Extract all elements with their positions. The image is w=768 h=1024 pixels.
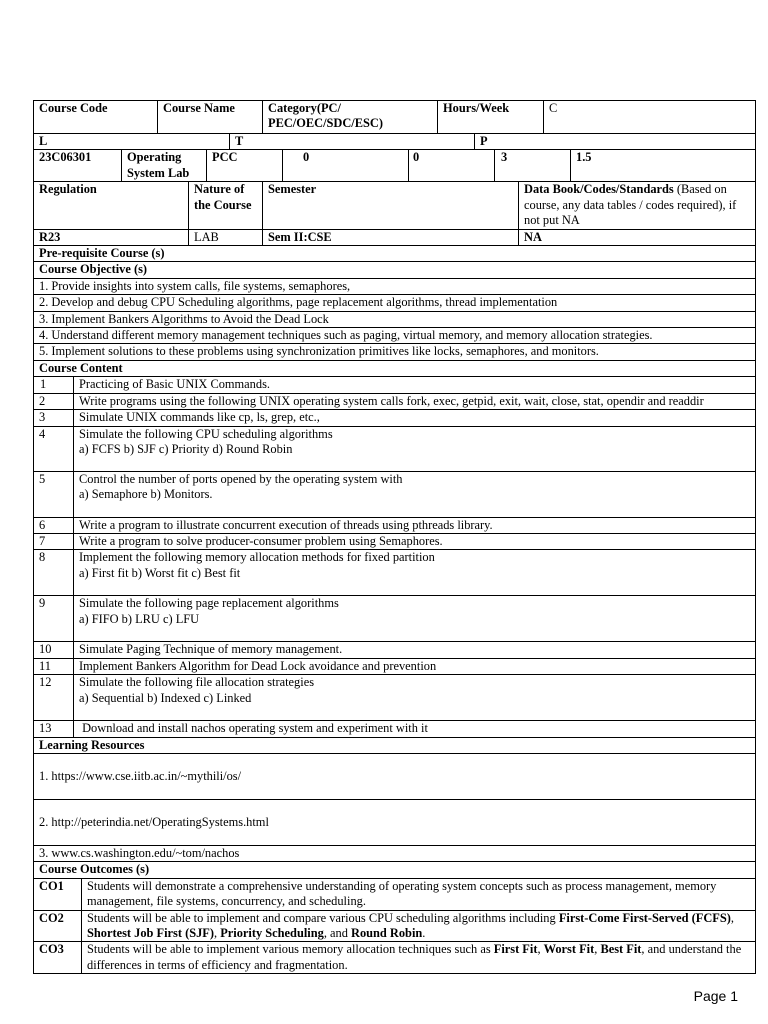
co2-fcfs: First-Come First-Served (FCFS) — [558, 910, 731, 925]
resource-item: 1. https://www.cse.iitb.ac.in/~mythili/os/ — [34, 753, 756, 799]
content-num: 10 — [34, 642, 74, 658]
course-values-table — [33, 149, 756, 182]
content-num: 6 — [34, 517, 74, 533]
co2-priority: Priority Scheduling — [220, 925, 324, 940]
content-text — [74, 550, 756, 596]
databook-label — [519, 182, 756, 229]
objective-item: 5. Implement solutions to these problems using synchronization primitives like locks, semaphores, and monitors. — [34, 344, 756, 360]
page-number: Page 1 — [693, 988, 738, 1004]
co3-worst-fit: Worst Fit — [543, 942, 595, 957]
nature-value: LAB — [189, 229, 263, 245]
co2-rr: Round Robin — [351, 925, 423, 940]
co3-sep: , — [594, 942, 601, 957]
content-num: 7 — [34, 533, 74, 549]
content-main: Simulate the following CPU scheduling algorithms — [79, 426, 333, 441]
co3-text — [82, 942, 756, 974]
databook-label-bold: Data Book/Codes/Standards — [524, 182, 674, 197]
content-text: Simulate Paging Technique of memory management. — [74, 642, 756, 658]
databook-label-rest: (Based on course, any data tables / codes required), if not put NA — [524, 182, 737, 228]
objective-item: 3. Implement Bankers Algorithms to Avoid the Dead Lock — [34, 311, 756, 327]
content-num: 12 — [34, 675, 74, 721]
co3-label: CO3 — [34, 942, 82, 974]
content-row — [34, 533, 756, 549]
prerequisite-label: Pre-requisite Course (s) — [34, 246, 756, 262]
content-text — [74, 675, 756, 721]
content-text: Simulate UNIX commands like cp, ls, grep, etc., — [74, 410, 756, 426]
nature-label: Nature of the Course — [189, 182, 263, 229]
content-main: Implement the following memory allocation methods for fixed partition — [79, 550, 435, 565]
content-row — [34, 721, 756, 737]
co3-sep: , — [537, 942, 544, 957]
course-code: 23C06301 — [34, 150, 122, 182]
co3-end: , and understand the differences in terms of efficiency and fragmentation. — [87, 942, 742, 972]
content-num: 8 — [34, 550, 74, 596]
content-row — [34, 410, 756, 426]
content-row — [34, 377, 756, 393]
course-name-label: Course Name — [158, 101, 263, 134]
c-value: 1.5 — [571, 150, 756, 182]
co2-text — [82, 910, 756, 942]
t-label: T — [230, 134, 475, 150]
content-text: Practicing of Basic UNIX Commands. — [74, 377, 756, 393]
content-text — [74, 471, 756, 517]
co2-sep: , and — [323, 925, 351, 940]
content-sub: a) First fit b) Worst fit c) Best fit — [79, 565, 241, 580]
regulation-table — [33, 181, 756, 246]
content-main: Simulate the following file allocation strategies — [79, 675, 315, 690]
content-label: Course Content — [34, 360, 756, 376]
content-row — [34, 675, 756, 721]
content-text: Download and install nachos operating system and experiment with it — [74, 721, 756, 737]
content-num: 9 — [34, 596, 74, 642]
ltp-table — [33, 133, 756, 150]
content-text: Write programs using the following UNIX operating system calls fork, exec, getpid, exit, wait, close, stat, opendir and readdir — [74, 393, 756, 409]
content-row — [34, 550, 756, 596]
course-code-label: Course Code — [34, 101, 158, 134]
p-value: 3 — [495, 150, 571, 182]
content-text: Write a program to solve producer-consumer problem using Semaphores. — [74, 533, 756, 549]
co2-part: Students will be able to implement and compare various CPU scheduling algorithms including — [87, 910, 559, 925]
content-row — [34, 596, 756, 642]
t-value: 0 — [409, 150, 495, 182]
l-value: 0 — [283, 150, 409, 182]
regulation-label: Regulation — [34, 182, 189, 229]
outcome-row — [34, 910, 756, 942]
course-name: Operating System Lab — [122, 150, 207, 182]
semester-value: Sem II:CSE — [263, 229, 519, 245]
l-label: L — [34, 134, 230, 150]
outcome-row — [34, 878, 756, 910]
content-num: 3 — [34, 410, 74, 426]
header-table — [33, 100, 756, 134]
objective-item: 1. Provide insights into system calls, file systems, semaphores, — [34, 278, 756, 294]
co2-sjf: Shortest Job First (SJF) — [87, 925, 214, 940]
content-sub: a) FCFS b) SJF c) Priority d) Round Robin — [79, 441, 293, 456]
content-row — [34, 426, 756, 471]
content-text — [74, 596, 756, 642]
p-label: P — [475, 134, 756, 150]
co2-label: CO2 — [34, 910, 82, 942]
content-main: Simulate the following page replacement algorithms — [79, 596, 339, 611]
content-row — [34, 517, 756, 533]
co3-part: Students will be able to implement various memory allocation techniques such as — [87, 942, 494, 957]
content-sub: a) Sequential b) Indexed c) Linked — [79, 690, 252, 705]
regulation-value: R23 — [34, 229, 189, 245]
content-table — [33, 376, 756, 737]
databook-value: NA — [519, 229, 756, 245]
content-sub: a) FIFO b) LRU c) LFU — [79, 611, 200, 626]
syllabus-page — [33, 100, 756, 974]
content-main: Control the number of ports opened by the operating system with — [79, 471, 403, 486]
semester-label: Semester — [263, 182, 519, 229]
co2-end: . — [422, 925, 426, 940]
content-text: Write a program to illustrate concurrent execution of threads using pthreads library. — [74, 517, 756, 533]
outcome-row — [34, 942, 756, 974]
resource-item: 3. www.cs.washington.edu/~tom/nachos — [34, 845, 756, 861]
content-row — [34, 471, 756, 517]
content-row — [34, 658, 756, 674]
content-text — [74, 426, 756, 471]
content-num: 11 — [34, 658, 74, 674]
objective-item: 2. Develop and debug CPU Scheduling algorithms, page replacement algorithms, thread implementation — [34, 295, 756, 311]
category-label: Category(PC/ PEC/OEC/SDC/ESC) — [263, 101, 438, 134]
objectives-label: Course Objective (s) — [34, 262, 756, 278]
content-num: 1 — [34, 377, 74, 393]
content-text: Implement Bankers Algorithm for Dead Lock avoidance and prevention — [74, 658, 756, 674]
course-category: PCC — [207, 150, 283, 182]
content-num: 13 — [34, 721, 74, 737]
resources-table — [33, 737, 756, 879]
co3-first-fit: First Fit — [493, 942, 538, 957]
co1-text: Students will demonstrate a comprehensive understanding of operating system concepts such as process management, memory management, file systems, concurrency, and scheduling. — [82, 878, 756, 910]
resource-item: 2. http://peterindia.net/OperatingSystems.html — [34, 799, 756, 845]
co1-label: CO1 — [34, 878, 82, 910]
co2-sep: , — [730, 910, 734, 925]
outcomes-table — [33, 878, 756, 974]
content-num: 4 — [34, 426, 74, 471]
content-num: 2 — [34, 393, 74, 409]
content-num: 5 — [34, 471, 74, 517]
hours-label: Hours/Week — [438, 101, 544, 134]
objective-item: 4. Understand different memory management techniques such as paging, virtual memory, and memory allocation strategies. — [34, 328, 756, 344]
resources-label: Learning Resources — [34, 737, 756, 753]
co2-sep: , — [214, 925, 221, 940]
c-label: C — [544, 101, 756, 134]
co3-best-fit: Best Fit — [600, 942, 642, 957]
content-row — [34, 393, 756, 409]
content-row — [34, 642, 756, 658]
outcomes-label: Course Outcomes (s) — [34, 862, 756, 878]
objectives-table — [33, 245, 756, 377]
content-sub: a) Semaphore b) Monitors. — [79, 486, 213, 501]
